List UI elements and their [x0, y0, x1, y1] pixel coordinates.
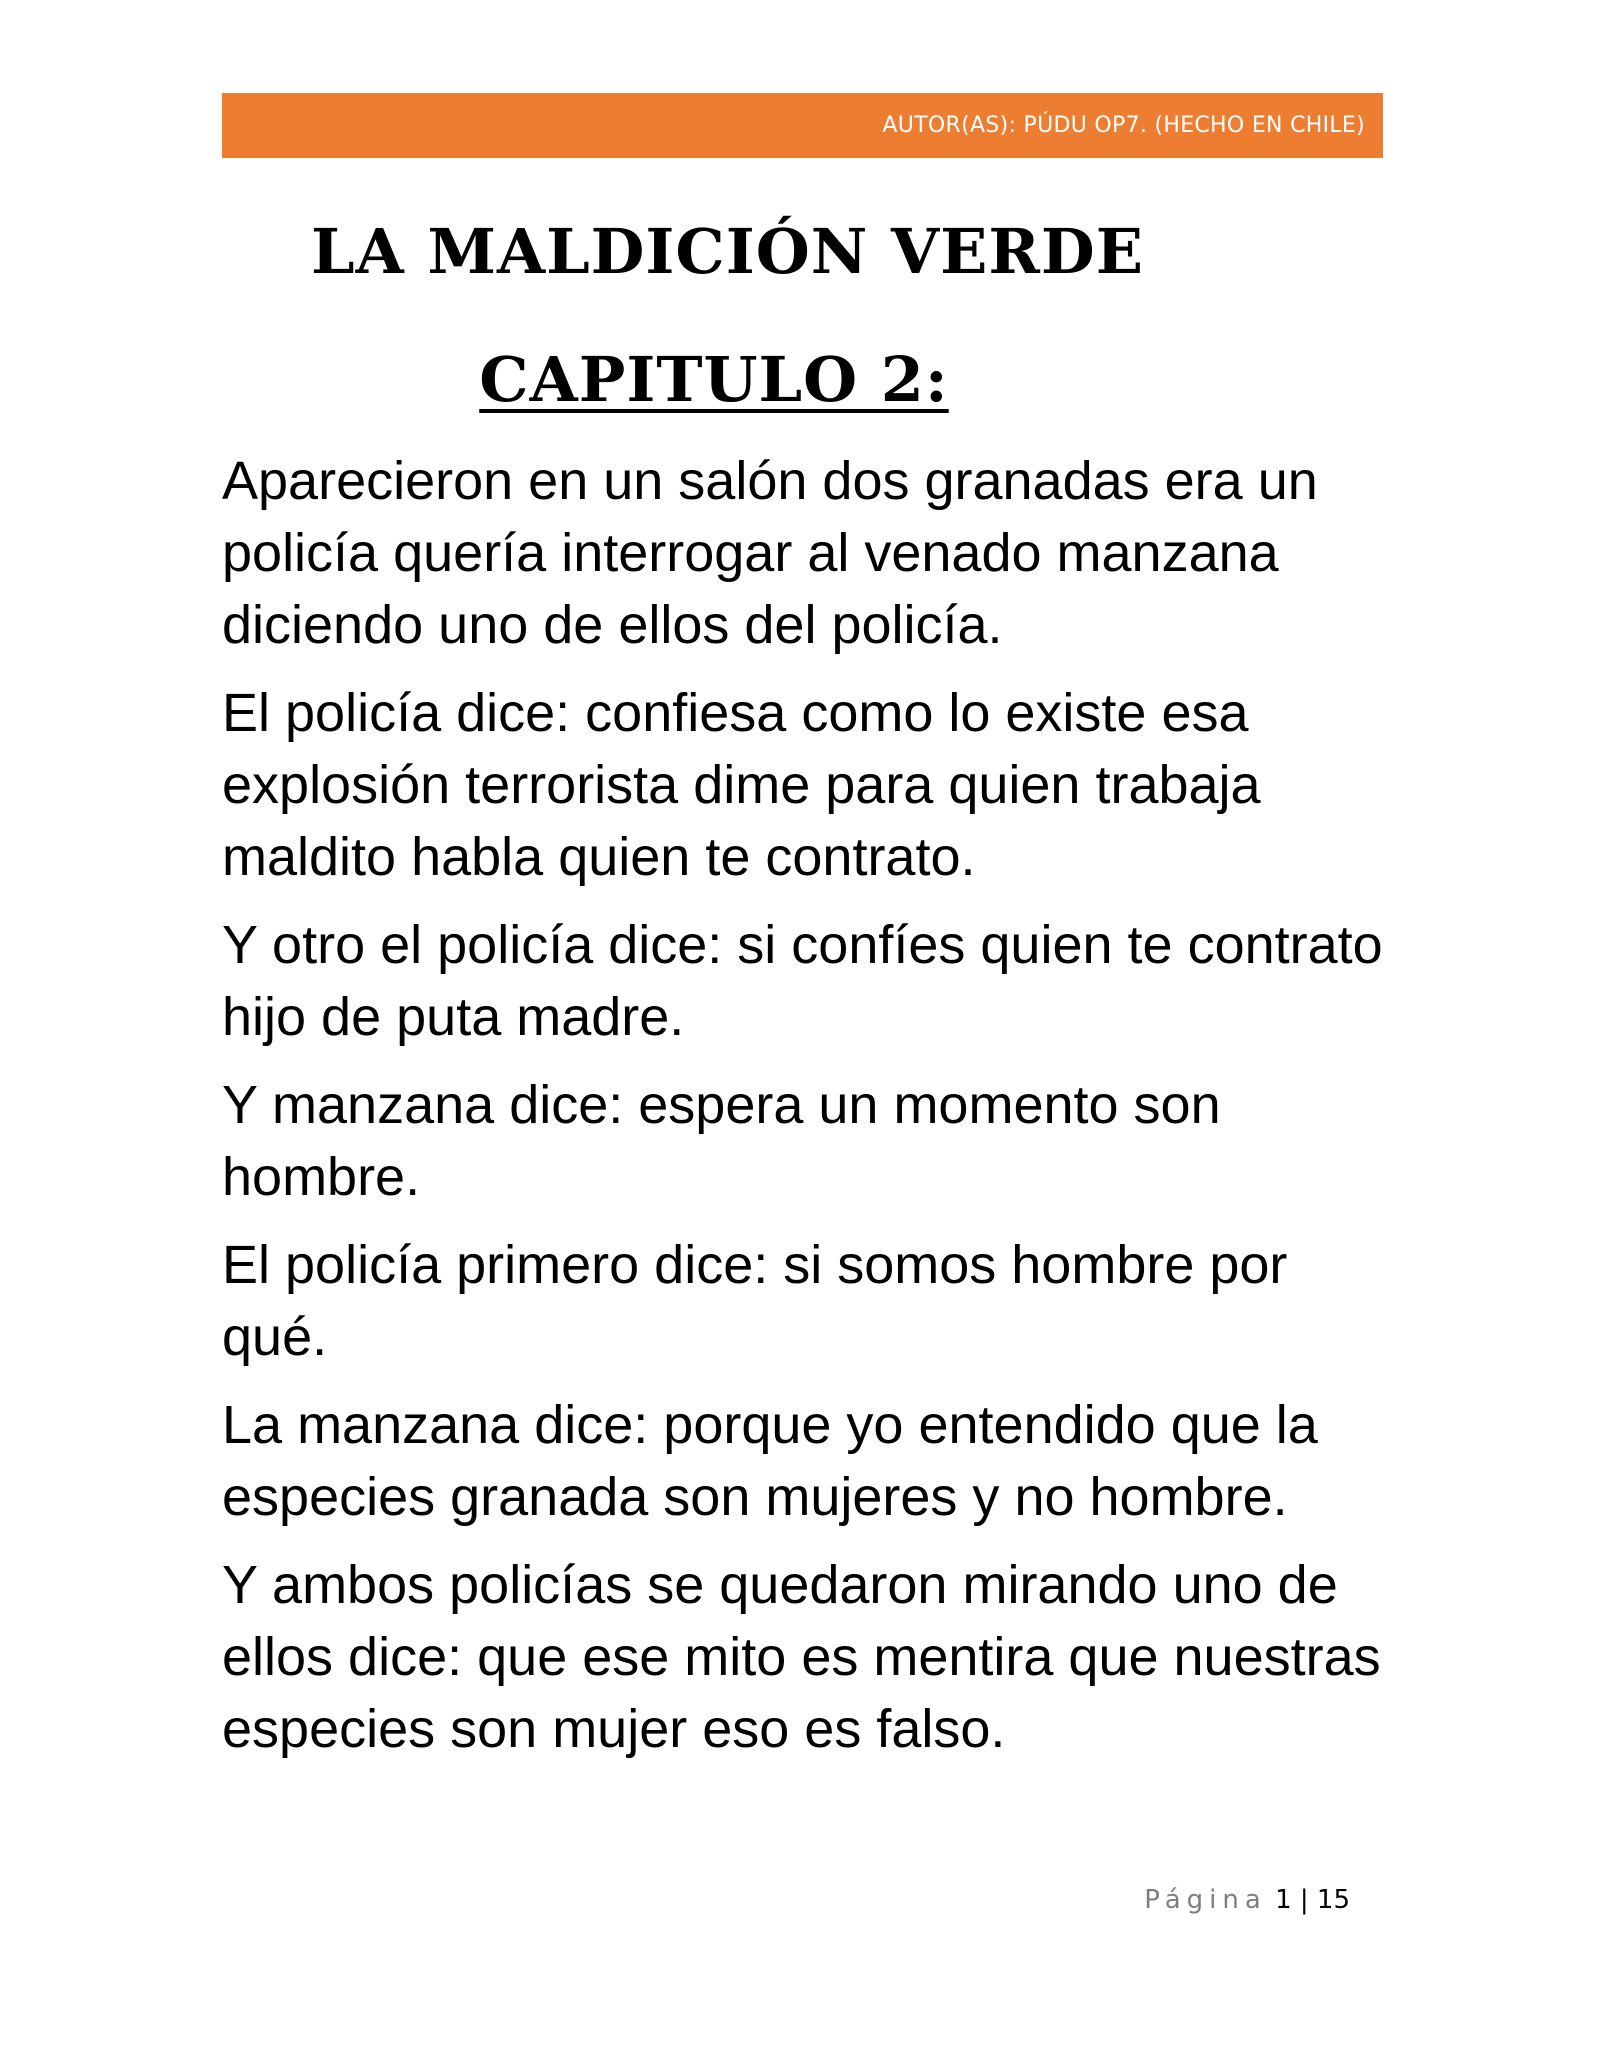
- paragraph: El policía primero dice: si somos hombre por qué.: [222, 1235, 1288, 1367]
- paragraph: Y ambos policías se quedaron mirando uno de ellos dice: que ese mito es mentira que nuestras especies son mujer eso es falso.: [222, 1555, 1381, 1759]
- page-footer: [1144, 1885, 1350, 1915]
- header-bar: [222, 93, 1383, 158]
- paragraph: La manzana dice: porque yo entendido que la especies granada son mujeres y no hombre.: [222, 1395, 1318, 1527]
- body-text: [222, 445, 1402, 1781]
- chapter-heading-text: CAPITULO 2:: [479, 343, 949, 416]
- author-line: AUTOR(AS): PÚDU OP7. (HECHO EN CHILE): [882, 113, 1365, 138]
- chapter-heading: [0, 340, 1428, 420]
- paragraph: Aparecieron en un salón dos granadas era un policía quería interrogar al venado manzana diciendo uno de ellos del policía.: [222, 451, 1318, 655]
- document-title: LA MALDICIÓN VERDE: [311, 215, 1144, 288]
- page-number: 1: [1275, 1885, 1292, 1915]
- paragraph: Y otro el policía dice: si confíes quien te contrato hijo de puta madre.: [222, 915, 1383, 1047]
- page-word: Página: [1144, 1885, 1267, 1915]
- paragraph: Y manzana dice: espera un momento son hombre.: [222, 1075, 1221, 1207]
- page-total: 15: [1316, 1885, 1350, 1915]
- page-separator: |: [1299, 1885, 1309, 1915]
- paragraph: El policía dice: confiesa como lo existe esa explosión terrorista dime para quien trabaja maldito habla quien te contrato.: [222, 683, 1261, 887]
